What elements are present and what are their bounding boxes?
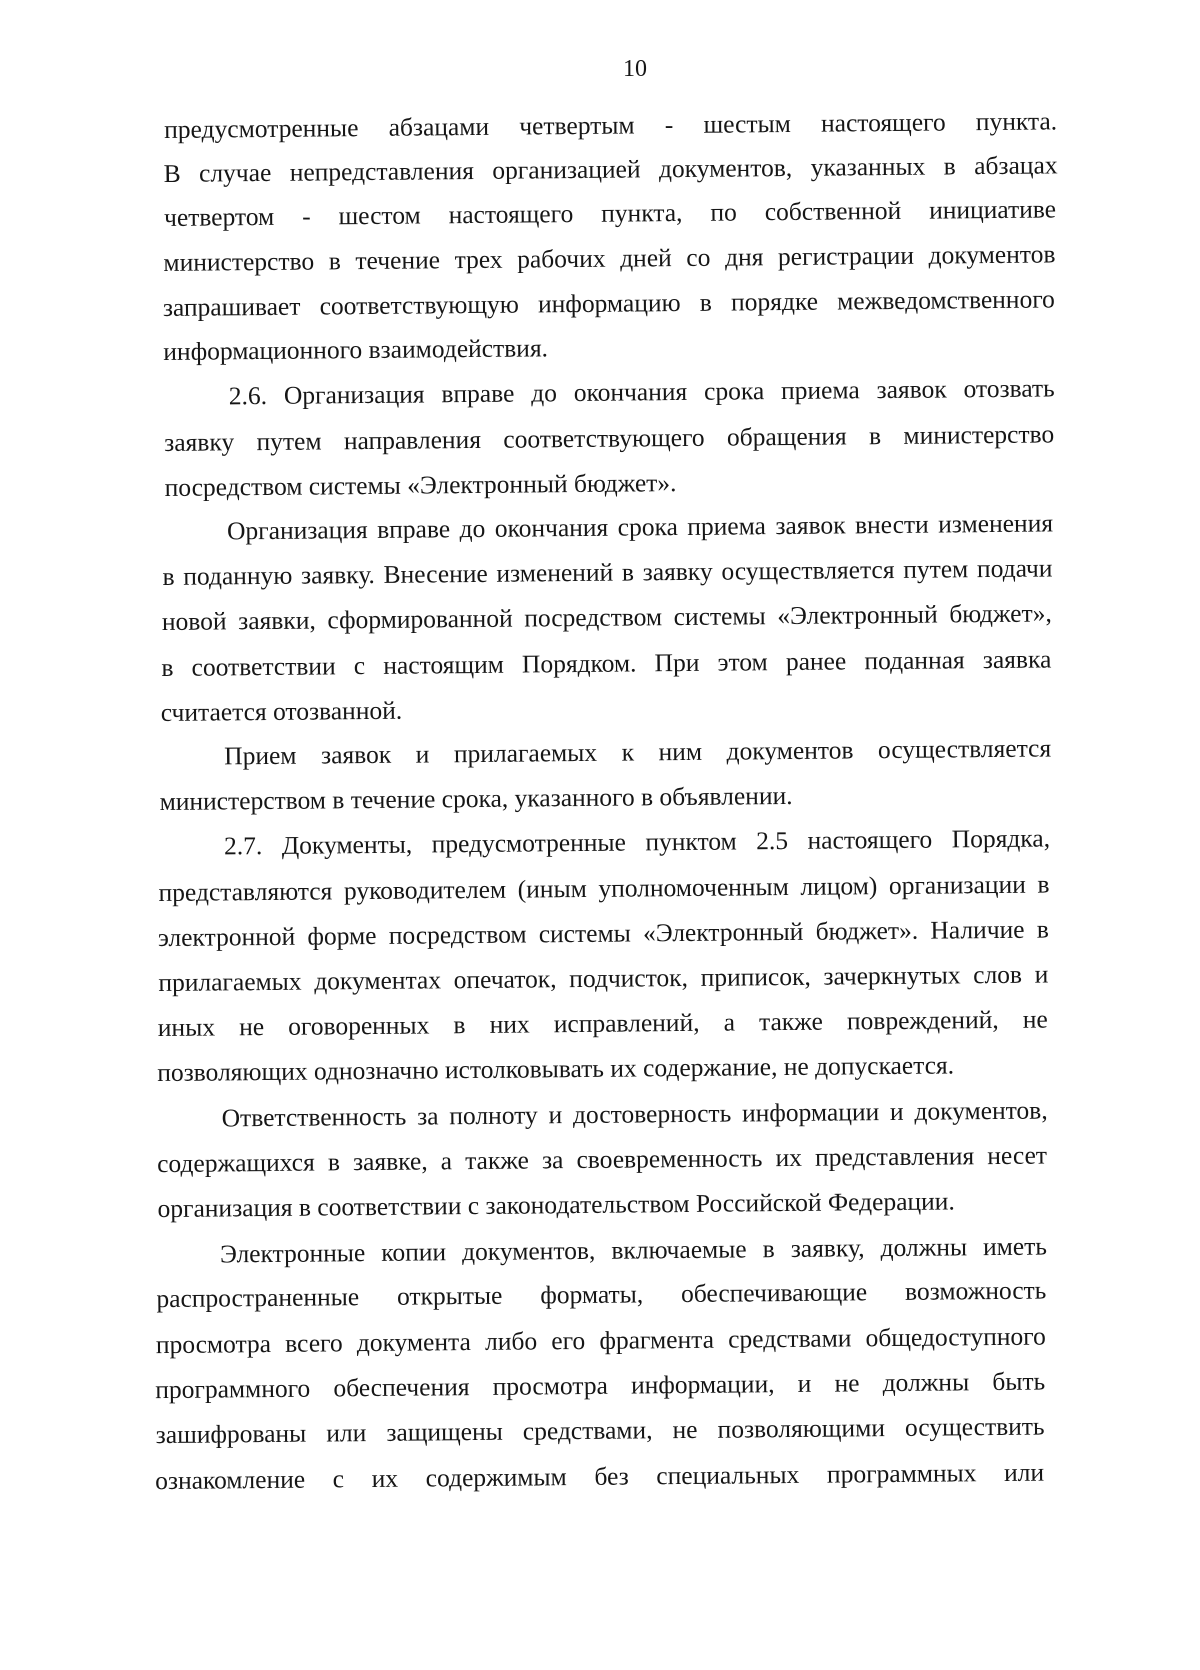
word: пункта. [975, 106, 1058, 137]
body-line [162, 552, 1052, 593]
word: заявок [775, 510, 846, 541]
word: представления [814, 1141, 975, 1172]
word: трех [454, 244, 503, 275]
word: форме [307, 920, 377, 951]
word: программных [826, 1458, 977, 1489]
word: внести [854, 509, 929, 540]
word: в [1036, 914, 1049, 944]
word: защищены [386, 1416, 503, 1447]
word: инициативе [928, 194, 1057, 225]
word: заявок [320, 739, 392, 770]
word: без [594, 1461, 629, 1491]
word: шестом [338, 200, 421, 231]
word: в [699, 287, 713, 317]
word: исправлений, [553, 1007, 700, 1039]
word: в [328, 246, 341, 276]
word: не [672, 1414, 698, 1445]
word: в [943, 151, 956, 181]
word: Документы, [281, 829, 413, 860]
word: Ответственность [221, 1101, 407, 1133]
word: настоящим [383, 649, 504, 680]
word: Организация [226, 515, 368, 546]
word: а [723, 1007, 736, 1037]
word: приема [687, 511, 767, 541]
body-line: информационного взаимодействия. [163, 333, 549, 366]
word: документов, [461, 1235, 596, 1267]
word: содержимым [425, 1462, 567, 1493]
word: Прием [224, 740, 297, 771]
word: также [464, 1145, 530, 1176]
word: со [686, 242, 711, 272]
word: министерство [903, 419, 1055, 450]
word: обращения [726, 421, 847, 452]
body-line [155, 1457, 1044, 1498]
page-number: 10 [623, 56, 647, 82]
word: заявок [876, 374, 947, 405]
word: в [161, 652, 174, 683]
word: документов [726, 735, 854, 766]
word: документа [356, 1327, 471, 1358]
body-line [220, 1231, 1047, 1271]
word: фрагмента [599, 1324, 715, 1355]
word: абзацах [974, 150, 1058, 181]
word: поданную [183, 560, 293, 591]
word: осуществляется [721, 554, 895, 586]
word: оговоренных [288, 1010, 430, 1041]
word: собственной [764, 195, 902, 227]
word: срока [703, 376, 765, 406]
word: уполномоченным [598, 871, 789, 903]
word: подачи [976, 553, 1053, 584]
word: обеспечения [333, 1372, 470, 1403]
word: подчисток, [569, 962, 689, 994]
word: руководителем [343, 874, 507, 906]
word: в [162, 561, 175, 591]
word: случае [198, 157, 272, 188]
word: специальных [656, 1459, 800, 1491]
word: обеспечивающие [680, 1277, 868, 1309]
word: четвертом [163, 201, 275, 232]
word: посредством [524, 602, 663, 633]
word: представляются [158, 876, 333, 908]
word: за [416, 1101, 439, 1131]
word: лицом) [800, 871, 878, 901]
word: сформированной [327, 603, 513, 635]
word: документах [314, 965, 442, 996]
word: бюджет». [815, 915, 919, 946]
word: бюджет», [949, 598, 1052, 629]
body-line [224, 732, 1051, 772]
word: информацию [537, 288, 681, 319]
word: «Электронный [642, 916, 804, 948]
word: заявку, [790, 1233, 865, 1263]
word: новой [161, 606, 227, 636]
word: их [775, 1142, 803, 1173]
word: путем [256, 426, 322, 457]
body-line [164, 193, 1056, 234]
word: не [238, 1012, 265, 1042]
word: запрашивает [162, 291, 301, 322]
body-line [156, 1411, 1045, 1452]
word: просмотра [155, 1328, 272, 1360]
word: к [621, 737, 635, 767]
word: организации [888, 869, 1026, 901]
word: прилагаемых [453, 737, 598, 769]
word: общедоступного [865, 1321, 1046, 1353]
word: электронной [157, 921, 296, 953]
word: 2.7. [223, 831, 263, 861]
word: дня [724, 242, 764, 272]
word: Организация [283, 379, 425, 410]
word: пунктом [645, 826, 737, 857]
body-line [158, 913, 1049, 954]
word: Порядка, [951, 823, 1051, 854]
word: срока [617, 512, 678, 542]
body-line [156, 1275, 1046, 1316]
word: либо [484, 1326, 538, 1356]
word: возможность [904, 1275, 1047, 1306]
word: не [834, 1368, 860, 1398]
word: содержащихся [156, 1147, 315, 1179]
body-line [227, 507, 1053, 547]
word: своевременность [576, 1143, 763, 1175]
word: несет [987, 1140, 1048, 1171]
word: организацией [492, 154, 641, 185]
word: и [548, 1100, 563, 1130]
word: документов [928, 239, 1056, 270]
word: за [541, 1145, 564, 1175]
word: и [1034, 959, 1049, 989]
word: документов, [914, 1095, 1048, 1126]
word: В [163, 158, 181, 188]
body-line [158, 959, 1048, 1000]
word: или [326, 1418, 367, 1448]
word: информации [741, 1097, 880, 1128]
word: быть [992, 1366, 1046, 1397]
body-line [163, 238, 1055, 279]
word: предусмотренные [431, 827, 627, 859]
word: изменений [496, 557, 614, 588]
word: должны [882, 1367, 970, 1398]
body-line: организация в соответствии с законодательством Российской Федерации. [157, 1186, 955, 1224]
word: их [371, 1463, 399, 1494]
word: настоящего [820, 107, 946, 138]
word: окончания [494, 512, 609, 543]
word: просмотра [492, 1370, 608, 1401]
body-line [158, 868, 1049, 909]
body-line: министерством в течение срока, указанного в объявлении. [159, 780, 793, 817]
word: ранее [785, 646, 847, 677]
word: (иным [517, 873, 587, 904]
word: соответствующего [503, 422, 705, 454]
word: не [1022, 1004, 1048, 1034]
word: дней [619, 243, 672, 273]
word: позволяющими [717, 1413, 886, 1444]
word: и [797, 1368, 812, 1398]
body-line [162, 597, 1052, 638]
word: по [710, 197, 737, 227]
word: информации, [630, 1369, 775, 1400]
word: Внесение [383, 558, 488, 589]
word: также [758, 1006, 823, 1037]
word: его [551, 1325, 586, 1356]
word: - [664, 110, 674, 140]
body-line: посредством системы «Электронный бюджет». [164, 468, 677, 502]
word: поданная [864, 645, 965, 676]
word: системы [538, 918, 631, 949]
word: пункта, [601, 197, 683, 228]
word: министерство [163, 246, 315, 277]
word: иных [157, 1012, 216, 1043]
word: в [327, 1147, 341, 1177]
word: заявке, [352, 1146, 428, 1177]
word: путем [903, 554, 969, 584]
word: зачеркнутых [823, 960, 961, 991]
word: окончания [573, 376, 688, 408]
word: и [415, 739, 430, 769]
word: соответствующую [319, 289, 519, 321]
word: отозвать [963, 373, 1055, 404]
word: шестым [703, 108, 791, 139]
word: с [332, 1464, 345, 1494]
body-line [161, 643, 1051, 684]
word: документов, [658, 152, 793, 184]
word: включаемые [611, 1234, 747, 1265]
word: в [453, 1010, 466, 1040]
word: указанных [810, 151, 926, 182]
word: них [489, 1009, 530, 1039]
word: системы [673, 601, 766, 632]
word: непредставления [289, 155, 475, 187]
word: настоящего [807, 824, 933, 855]
body-line: позволяющих однозначно истолковывать их содержание, не допускается. [157, 1050, 955, 1088]
word: заявку. [300, 559, 375, 590]
body-line [156, 1321, 1046, 1362]
word: прилагаемых [158, 966, 302, 998]
word: в [621, 557, 635, 587]
word: абзацами [388, 111, 490, 142]
word: слов [973, 959, 1023, 990]
body-line [163, 283, 1055, 324]
word: опечаток, [453, 964, 557, 995]
word: средствами [727, 1323, 852, 1354]
word: этом [717, 647, 768, 677]
word: и [889, 1096, 904, 1127]
word: всего [285, 1328, 343, 1358]
word: соответствии [191, 651, 336, 682]
word: ним [658, 736, 703, 767]
word: регистрации [777, 240, 915, 272]
word: заявка [982, 644, 1052, 675]
word: повреждений, [846, 1004, 999, 1036]
word: «Электронный [777, 599, 938, 631]
word: программного [155, 1373, 311, 1405]
word: форматы, [540, 1279, 644, 1310]
word: до [531, 378, 558, 408]
word: в [868, 421, 882, 451]
word: должны [880, 1232, 968, 1263]
word: приписок, [700, 961, 811, 992]
body-line [222, 1095, 1048, 1135]
word: При [654, 647, 700, 678]
word: заявку [642, 556, 713, 587]
body-line [157, 1140, 1047, 1181]
body-line [163, 149, 1057, 190]
word: в [1037, 869, 1050, 899]
word: с [353, 651, 366, 681]
word: осуществить [904, 1411, 1045, 1442]
word: Наличие [930, 914, 1025, 945]
body-line [224, 822, 1050, 862]
word: иметь [982, 1231, 1048, 1262]
word: приема [780, 375, 860, 406]
word: а [440, 1146, 453, 1176]
word: 2.5 [756, 825, 789, 856]
body-line [164, 105, 1057, 146]
word: - [301, 201, 311, 231]
word: порядке [730, 286, 819, 317]
body-line [158, 1004, 1048, 1045]
word: или [1003, 1457, 1045, 1487]
word: в [762, 1234, 775, 1264]
word: Электронные [219, 1238, 366, 1269]
word: изменения [938, 508, 1054, 539]
word: средствами, [522, 1415, 653, 1446]
word: рабочих [517, 243, 606, 274]
word: течение [355, 245, 441, 276]
word: межведомственного [837, 284, 1055, 316]
word: Порядком. [521, 648, 637, 679]
body-line [164, 418, 1054, 459]
word: осуществляется [877, 733, 1052, 765]
word: до [459, 513, 486, 544]
word: распространенные [156, 1282, 360, 1314]
word: посредством [388, 919, 527, 950]
word: настоящего [448, 199, 574, 230]
word: направления [343, 424, 482, 456]
body-line [155, 1366, 1045, 1407]
word: ознакомление [155, 1464, 306, 1496]
word: зашифрованы [155, 1418, 307, 1450]
body-line [229, 372, 1055, 412]
word: предусмотренные [164, 113, 359, 144]
word: 2.6. [228, 380, 268, 411]
word: вправе [377, 514, 451, 544]
word: четвертым [519, 110, 635, 141]
body-line: считается отозванной. [160, 695, 403, 728]
word: копии [381, 1237, 447, 1267]
word: открытые [396, 1280, 503, 1311]
word: вправе [441, 378, 515, 409]
word: достоверность [572, 1098, 732, 1130]
word: полноту [449, 1100, 538, 1131]
word: заявку [164, 427, 235, 457]
word: заявки, [238, 605, 316, 636]
